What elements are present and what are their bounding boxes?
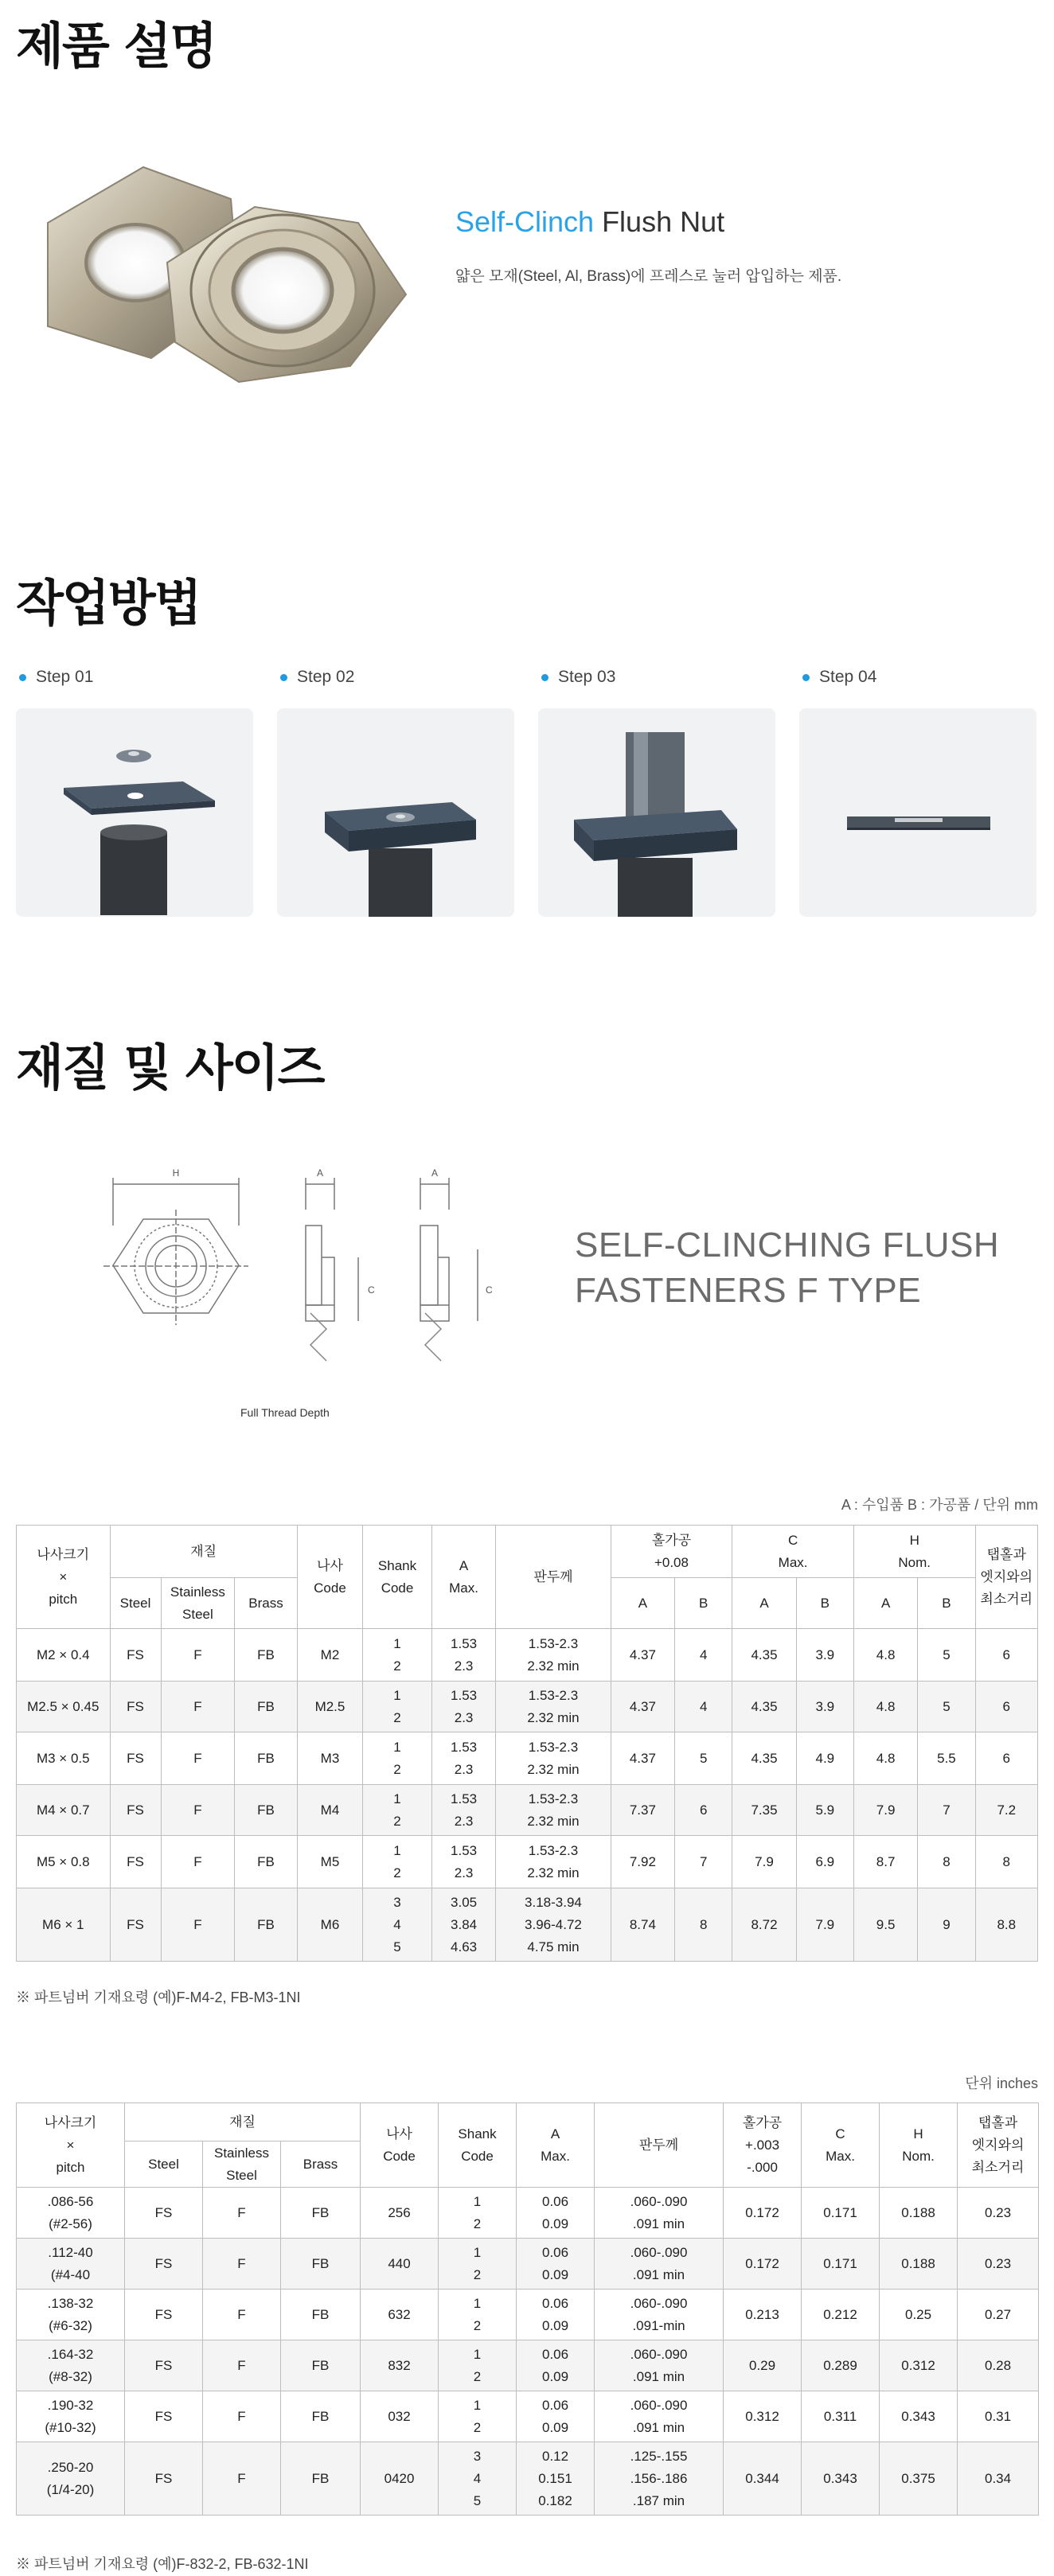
- cell-c-a: 7.35: [732, 1785, 796, 1836]
- cell-h-b: 9: [918, 1888, 975, 1962]
- cell-thickness: 1.53-2.3 2.32 min: [496, 1836, 611, 1888]
- header-steel: Steel: [110, 1578, 161, 1629]
- cell-brass: FB: [281, 2188, 361, 2239]
- cell-h-a: 4.8: [853, 1629, 917, 1682]
- header-edge: 탭홀과 엣지와의 최소거리: [975, 1526, 1037, 1629]
- cell-stainless: F: [161, 1732, 235, 1785]
- cell-brass: FB: [281, 2239, 361, 2290]
- cell-steel: FS: [110, 1785, 161, 1836]
- inch-footnote: ※ 파트넘버 기재요령 (예)F-832-2, FB-632-1NI: [16, 2556, 309, 2572]
- header-size: 나사크기 × pitch: [17, 1526, 111, 1629]
- cell-brass: FB: [281, 2290, 361, 2340]
- table-row: [17, 2442, 1039, 2516]
- cell-hole: 0.213: [724, 2290, 802, 2340]
- header-a-max: A Max.: [431, 1526, 495, 1629]
- metric-unit-note: A : 수입품 B : 가공품 / 단위 mm: [841, 1497, 1038, 1513]
- cell-size: .190-32 (#10-32): [17, 2391, 125, 2442]
- cell-stainless: F: [203, 2188, 281, 2239]
- cell-brass: FB: [235, 1836, 297, 1888]
- header-material: 재질: [125, 2103, 361, 2141]
- table-row: [17, 1732, 1038, 1785]
- table-row: [17, 2391, 1039, 2442]
- cell-size: M4 × 0.7: [17, 1785, 111, 1836]
- cell-h-b: 8: [918, 1836, 975, 1888]
- cell-steel: FS: [125, 2340, 203, 2391]
- cell-size: M6 × 1: [17, 1888, 111, 1962]
- cell-a-max: 0.06 0.09: [517, 2188, 595, 2239]
- dim-label-c: C: [368, 1284, 375, 1296]
- drawing-title-line2: FASTENERS F TYPE: [575, 1271, 922, 1310]
- cell-steel: FS: [110, 1836, 161, 1888]
- cell-hole-b: 4: [675, 1682, 732, 1732]
- cell-thickness: .125-.155 .156-.186 .187 min: [595, 2442, 724, 2516]
- step-card-2: [277, 665, 514, 917]
- cell-a-max: 3.05 3.84 4.63: [431, 1888, 495, 1962]
- header-hole: 홀가공 +0.08: [611, 1526, 732, 1578]
- section-title-material: 재질 및 사이즈: [16, 1039, 324, 1097]
- dim-label-h: H: [172, 1167, 180, 1179]
- cell-c-b: 3.9: [796, 1682, 853, 1732]
- step-card-1: [16, 665, 253, 917]
- cell-h-nom: 0.25: [880, 2290, 958, 2340]
- cell-hole: 0.312: [724, 2391, 802, 2442]
- drawing-title: [575, 1222, 999, 1313]
- table-row: [17, 2340, 1039, 2391]
- cell-hole-b: 7: [675, 1836, 732, 1888]
- header-h-nom: H Nom.: [853, 1526, 975, 1578]
- cell-brass: FB: [281, 2442, 361, 2516]
- bullet-dot-icon: [280, 674, 287, 681]
- step-image-4: [799, 708, 1036, 917]
- cell-c-b: 7.9: [796, 1888, 853, 1962]
- cell-steel: FS: [125, 2188, 203, 2239]
- bullet-dot-icon: [19, 674, 26, 681]
- cell-stainless: F: [161, 1629, 235, 1682]
- header-steel: Steel: [125, 2141, 203, 2188]
- cell-c-max: 0.311: [802, 2391, 880, 2442]
- cell-shank: 1 2: [363, 1629, 432, 1682]
- cell-h-a: 4.8: [853, 1682, 917, 1732]
- table-row: [17, 2290, 1039, 2340]
- cell-h-b: 5: [918, 1682, 975, 1732]
- cell-shank: 1 2: [439, 2391, 517, 2442]
- cell-a-max: 1.53 2.3: [431, 1785, 495, 1836]
- cell-stainless: F: [161, 1836, 235, 1888]
- cell-size: M2.5 × 0.45: [17, 1682, 111, 1732]
- cell-a-max: 1.53 2.3: [431, 1732, 495, 1785]
- cell-h-a: 4.8: [853, 1732, 917, 1785]
- cell-edge: 6: [975, 1629, 1037, 1682]
- cell-shank: 1 2: [363, 1682, 432, 1732]
- cell-h-a: 7.9: [853, 1785, 917, 1836]
- header-sub-b: B: [918, 1578, 975, 1629]
- product-name-rest: Flush Nut: [594, 205, 725, 238]
- cell-edge: 6: [975, 1732, 1037, 1785]
- cell-code: M2.5: [297, 1682, 363, 1732]
- cell-code: M4: [297, 1785, 363, 1836]
- cell-hole-a: 7.37: [611, 1785, 674, 1836]
- header-sub-a: A: [732, 1578, 796, 1629]
- header-thickness: 판두께: [595, 2103, 724, 2188]
- cell-h-a: 9.5: [853, 1888, 917, 1962]
- header-brass: Brass: [281, 2141, 361, 2188]
- step-image-1: [16, 708, 253, 917]
- header-shank: Shank Code: [363, 1526, 432, 1629]
- cell-hole-b: 8: [675, 1888, 732, 1962]
- cell-edge: 0.23: [958, 2239, 1039, 2290]
- section-title-method: 작업방법: [16, 574, 201, 632]
- cell-steel: FS: [125, 2239, 203, 2290]
- cell-thickness: 1.53-2.3 2.32 min: [496, 1629, 611, 1682]
- cell-h-nom: 0.343: [880, 2391, 958, 2442]
- cell-shank: 1 2: [363, 1732, 432, 1785]
- cell-code: 632: [361, 2290, 439, 2340]
- cell-thickness: .060-.090 .091 min: [595, 2188, 724, 2239]
- product-name-accent: Self-Clinch: [455, 205, 595, 238]
- cell-hole-a: 4.37: [611, 1682, 674, 1732]
- cell-c-max: 0.343: [802, 2442, 880, 2516]
- cell-h-a: 8.7: [853, 1836, 917, 1888]
- cell-steel: FS: [110, 1629, 161, 1682]
- cell-stainless: F: [203, 2340, 281, 2391]
- cell-size: M3 × 0.5: [17, 1732, 111, 1785]
- cell-stainless: F: [203, 2239, 281, 2290]
- cell-size: .112-40 (#4-40: [17, 2239, 125, 2290]
- cell-thickness: 3.18-3.94 3.96-4.72 4.75 min: [496, 1888, 611, 1962]
- header-c-max: C Max.: [732, 1526, 854, 1578]
- cell-c-a: 4.35: [732, 1682, 796, 1732]
- cell-size: M2 × 0.4: [17, 1629, 111, 1682]
- flush-nut-photo: [16, 151, 430, 414]
- cell-c-max: 0.171: [802, 2188, 880, 2239]
- product-name: [455, 205, 724, 239]
- cell-stainless: F: [203, 2442, 281, 2516]
- step-card-4: [799, 665, 1036, 917]
- cell-shank: 1 2: [439, 2188, 517, 2239]
- cell-code: M6: [297, 1888, 363, 1962]
- cell-thickness: .060-.090 .091 min: [595, 2340, 724, 2391]
- cell-steel: FS: [125, 2290, 203, 2340]
- header-sub-b: B: [675, 1578, 732, 1629]
- cell-h-nom: 0.188: [880, 2188, 958, 2239]
- cell-c-b: 3.9: [796, 1629, 853, 1682]
- cell-hole-b: 6: [675, 1785, 732, 1836]
- cell-a-max: 0.12 0.151 0.182: [517, 2442, 595, 2516]
- cell-thickness: .060-.090 .091-min: [595, 2290, 724, 2340]
- cell-c-max: 0.212: [802, 2290, 880, 2340]
- bullet-dot-icon: [802, 674, 810, 681]
- cell-hole-a: 7.92: [611, 1836, 674, 1888]
- dim-label-c-2: C: [486, 1284, 493, 1296]
- table-row: [17, 2188, 1039, 2239]
- header-shank: Shank Code: [439, 2103, 517, 2188]
- cell-code: M5: [297, 1836, 363, 1888]
- header-sub-a: A: [611, 1578, 674, 1629]
- cell-a-max: 1.53 2.3: [431, 1682, 495, 1732]
- cell-c-b: 6.9: [796, 1836, 853, 1888]
- cell-edge: 6: [975, 1682, 1037, 1732]
- header-size: 나사크기 × pitch: [17, 2103, 125, 2188]
- inch-unit-note: 단위 inches: [965, 2075, 1038, 2091]
- cell-h-nom: 0.375: [880, 2442, 958, 2516]
- cell-c-a: 8.72: [732, 1888, 796, 1962]
- cell-hole-a: 4.37: [611, 1732, 674, 1785]
- step-image-3: [538, 708, 775, 917]
- cell-edge: 0.27: [958, 2290, 1039, 2340]
- table-row: [17, 1785, 1038, 1836]
- cell-shank: 3 4 5: [439, 2442, 517, 2516]
- inch-spec-table: [16, 2102, 1039, 2516]
- cell-size: .138-32 (#6-32): [17, 2290, 125, 2340]
- table-row: [17, 1629, 1038, 1682]
- cell-stainless: F: [203, 2391, 281, 2442]
- cell-edge: 0.23: [958, 2188, 1039, 2239]
- cell-shank: 1 2: [439, 2290, 517, 2340]
- cell-shank: 1 2: [439, 2239, 517, 2290]
- step-label: Step 02: [297, 668, 355, 686]
- header-sub-a: A: [853, 1578, 917, 1629]
- cell-code: M3: [297, 1732, 363, 1785]
- cell-a-max: 0.06 0.09: [517, 2239, 595, 2290]
- cell-a-max: 0.06 0.09: [517, 2290, 595, 2340]
- dim-label-a: A: [316, 1167, 324, 1179]
- header-stainless: Stainless Steel: [161, 1578, 235, 1629]
- metric-spec-table: [16, 1525, 1038, 1962]
- cell-c-a: 4.35: [732, 1732, 796, 1785]
- step-card-3: [538, 665, 775, 917]
- cell-brass: FB: [235, 1732, 297, 1785]
- cell-steel: FS: [110, 1682, 161, 1732]
- cell-stainless: F: [161, 1785, 235, 1836]
- technical-drawing: [96, 1162, 541, 1432]
- cell-hole-a: 4.37: [611, 1629, 674, 1682]
- cell-code: 832: [361, 2340, 439, 2391]
- header-code: 나사 Code: [361, 2103, 439, 2188]
- header-material: 재질: [110, 1526, 297, 1578]
- cell-brass: FB: [235, 1785, 297, 1836]
- cell-steel: FS: [110, 1732, 161, 1785]
- cell-hole-a: 8.74: [611, 1888, 674, 1962]
- cell-hole: 0.29: [724, 2340, 802, 2391]
- cell-thickness: 1.53-2.3 2.32 min: [496, 1682, 611, 1732]
- cell-h-b: 5: [918, 1629, 975, 1682]
- cell-code: 256: [361, 2188, 439, 2239]
- drawing-title-line1: SELF-CLINCHING FLUSH: [575, 1226, 1000, 1265]
- cell-c-a: 4.35: [732, 1629, 796, 1682]
- cell-steel: FS: [125, 2391, 203, 2442]
- cell-hole: 0.344: [724, 2442, 802, 2516]
- cell-code: 0420: [361, 2442, 439, 2516]
- cell-c-b: 5.9: [796, 1785, 853, 1836]
- cell-thickness: 1.53-2.3 2.32 min: [496, 1732, 611, 1785]
- cell-steel: FS: [110, 1888, 161, 1962]
- cell-hole: 0.172: [724, 2188, 802, 2239]
- metric-footnote: ※ 파트넘버 기재요령 (예)F-M4-2, FB-M3-1NI: [16, 1989, 301, 2005]
- cell-edge: 7.2: [975, 1785, 1037, 1836]
- section-title-product: 제품 설명: [16, 17, 217, 75]
- cell-a-max: 0.06 0.09: [517, 2340, 595, 2391]
- cell-size: .164-32 (#8-32): [17, 2340, 125, 2391]
- table-row: [17, 1682, 1038, 1732]
- cell-brass: FB: [281, 2391, 361, 2442]
- cell-edge: 0.31: [958, 2391, 1039, 2442]
- cell-h-nom: 0.312: [880, 2340, 958, 2391]
- header-h-nom: H Nom.: [880, 2103, 958, 2188]
- cell-hole-b: 5: [675, 1732, 732, 1785]
- product-description: 얇은 모재(Steel, Al, Brass)에 프레스로 눌러 압입하는 제품.: [455, 268, 842, 285]
- cell-shank: 3 4 5: [363, 1888, 432, 1962]
- cell-steel: FS: [125, 2442, 203, 2516]
- cell-shank: 1 2: [363, 1836, 432, 1888]
- header-a-max: A Max.: [517, 2103, 595, 2188]
- cell-edge: 8.8: [975, 1888, 1037, 1962]
- cell-size: .086-56 (#2-56): [17, 2188, 125, 2239]
- cell-code: 032: [361, 2391, 439, 2442]
- cell-shank: 1 2: [363, 1785, 432, 1836]
- cell-stainless: F: [161, 1682, 235, 1732]
- header-hole: 홀가공 +.003 -.000: [724, 2103, 802, 2188]
- cell-edge: 0.28: [958, 2340, 1039, 2391]
- cell-thickness: .060-.090 .091 min: [595, 2239, 724, 2290]
- cell-c-max: 0.171: [802, 2239, 880, 2290]
- header-sub-b: B: [796, 1578, 853, 1629]
- cell-h-b: 5.5: [918, 1732, 975, 1785]
- cell-c-max: 0.289: [802, 2340, 880, 2391]
- dim-label-a-2: A: [431, 1167, 439, 1179]
- header-brass: Brass: [235, 1578, 297, 1629]
- cell-c-b: 4.9: [796, 1732, 853, 1785]
- cell-brass: FB: [235, 1682, 297, 1732]
- header-stainless: Stainless Steel: [203, 2141, 281, 2188]
- cell-stainless: F: [161, 1888, 235, 1962]
- drawing-caption: Full Thread Depth: [240, 1406, 330, 1419]
- step-label: Step 03: [558, 668, 616, 686]
- table-row: [17, 1888, 1038, 1962]
- header-edge: 탭홀과 엣지와의 최소거리: [958, 2103, 1039, 2188]
- step-image-2: [277, 708, 514, 917]
- step-label: Step 01: [36, 668, 94, 686]
- cell-brass: FB: [235, 1888, 297, 1962]
- cell-brass: FB: [235, 1629, 297, 1682]
- cell-thickness: 1.53-2.3 2.32 min: [496, 1785, 611, 1836]
- cell-edge: 8: [975, 1836, 1037, 1888]
- cell-edge: 0.34: [958, 2442, 1039, 2516]
- cell-c-a: 7.9: [732, 1836, 796, 1888]
- table-row: [17, 2239, 1039, 2290]
- cell-h-b: 7: [918, 1785, 975, 1836]
- cell-size: M5 × 0.8: [17, 1836, 111, 1888]
- cell-size: .250-20 (1/4-20): [17, 2442, 125, 2516]
- cell-a-max: 1.53 2.3: [431, 1629, 495, 1682]
- cell-h-nom: 0.188: [880, 2239, 958, 2290]
- cell-brass: FB: [281, 2340, 361, 2391]
- bullet-dot-icon: [541, 674, 548, 681]
- cell-code: M2: [297, 1629, 363, 1682]
- header-code: 나사 Code: [297, 1526, 363, 1629]
- step-label: Step 04: [819, 668, 877, 686]
- header-c-max: C Max.: [802, 2103, 880, 2188]
- header-thickness: 판두께: [496, 1526, 611, 1629]
- table-row: [17, 1836, 1038, 1888]
- cell-a-max: 0.06 0.09: [517, 2391, 595, 2442]
- cell-hole-b: 4: [675, 1629, 732, 1682]
- cell-a-max: 1.53 2.3: [431, 1836, 495, 1888]
- cell-code: 440: [361, 2239, 439, 2290]
- cell-stainless: F: [203, 2290, 281, 2340]
- cell-thickness: .060-.090 .091 min: [595, 2391, 724, 2442]
- cell-hole: 0.172: [724, 2239, 802, 2290]
- cell-shank: 1 2: [439, 2340, 517, 2391]
